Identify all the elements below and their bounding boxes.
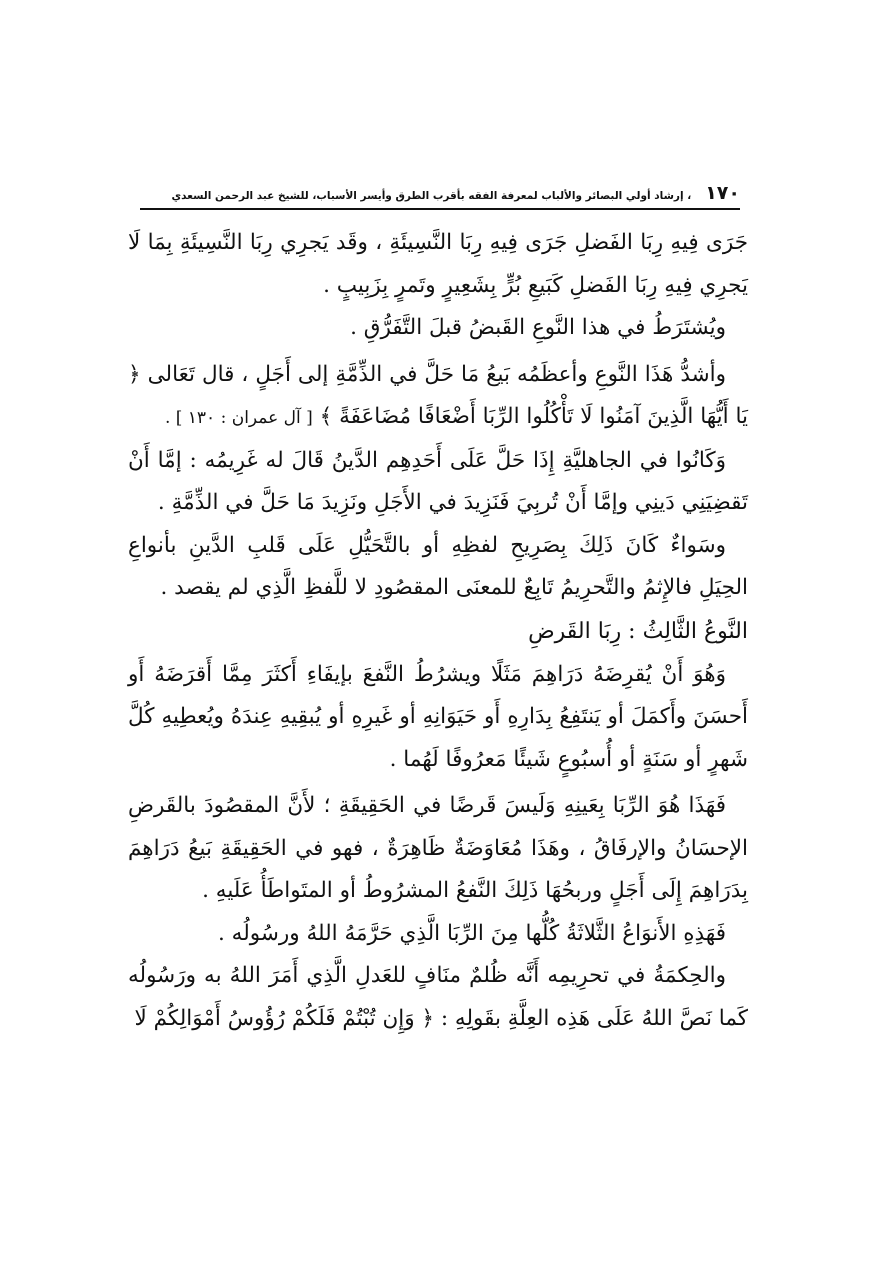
header-divider bbox=[140, 208, 740, 210]
paragraph: ويُشتَرَطُ في هذا النَّوعِ القَبضُ قبلَ التَّفَرُّقِ . bbox=[350, 315, 726, 340]
section-heading: النَّوعُ الثَّالِثُ : رِبَا القَرضِ bbox=[528, 618, 748, 644]
page-number: ١٧٠ bbox=[705, 182, 740, 204]
quran-citation: [ آل عمران : ١٣٠ ] . bbox=[164, 408, 313, 428]
paragraph: جَرَى فِيهِ رِبَا الفَضلِ جَرَى فِيهِ رِبَا النَّسِيئَةِ ، وقَد يَجرِي رِبَا النَّسِيئَةِ بِمَا لَا يَجرِي فِيهِ رِبَا الفَضلِ كَبَيعِ بُرٍّ بِشَعِيرٍ وتَمرٍ بِزَبِيبٍ . bbox=[128, 230, 748, 298]
book-title: ، إرشاد أولي البصائر والألباب لمعرفة الفقه بأقرب الطرق وأيسر الأسباب، للشيخ عبد الرحمن السعدي bbox=[171, 190, 692, 202]
paragraph: فَهَذَا هُوَ الرِّبَا بِعَينِهِ وَلَيسَ قَرضًا في الحَقِيقَةِ ؛ لأَنَّ المقصُودَ بالقَرضِ الإحسَانُ والإرفَاقُ ، وهَذَا مُعَاوَضَةٌ ظَاهِرَةٌ ، فهو في الحَقِيقَةِ بَيعُ دَرَاهِمَ بِدَرَاهِمَ إِلَى أَجَلٍ وربحُهَا ذَلِكَ النَّفعُ المشرُوطُ أو المتَواطَأُ عَلَيهِ . bbox=[128, 793, 748, 903]
paragraph: وَهُوَ أَنْ يُقرِضَهُ دَرَاهِمَ مَثَلًا ويشرُطُ النَّفعَ بإيفَاءِ أَكثَرَ مِمَّا أَقرَضَهُ أَو أَحسَنَ وأَكمَلَ أو يَنتَفِعُ بِدَارِهِ أَو حَيَوَانِهِ أو غَيرِهِ أو يُبقِيهِ عِندَهُ ويُعطِيهِ كُلَّ شَهرٍ أو سَنَةٍ أو أُسبُوعٍ شَيئًا مَعرُوفًا لَهُما . bbox=[128, 661, 748, 772]
running-header bbox=[140, 180, 740, 204]
paragraph: وَكَانُوا في الجاهليَّةِ إِذَا حَلَّ عَلَى أَحَدِهِم الدَّينُ قَالَ له غَرِيمُه : إمَّا أَنْ تَقضِيَنِي دَينِي وإمَّا أَنْ تُربِيَ فَنَزِيدَ في الأَجَلِ ونَزِيدَ مَا حَلَّ في الذِّمَّةِ . bbox=[128, 447, 748, 515]
paragraph bbox=[128, 354, 748, 440]
paragraph: وسَواءٌ كَانَ ذَلِكَ بِصَرِيحِ لفظِهِ أو بالتَّحَيُّلِ عَلَى قَلبِ الدَّينِ بأنواعِ الحِيَلِ فالإِثمُ والتَّحرِيمُ تَابِعٌ للمعنَى المقصُودِ لا للَّفظِ الَّذِي لم يقصد . bbox=[128, 532, 748, 600]
paragraph-text: وأشدُّ هَذَا النَّوعِ وأعظَمُه بَيعُ مَا حَلَّ في الذِّمَّةِ إلى أَجَلٍ ، قال تَعَالى ﴿ يَا أَيُّهَا الَّذِينَ آمَنُوا لَا تَأْكُلُوا الرِّبَا أَضْعَافًا مُضَاعَفَةً ﴾ bbox=[128, 361, 748, 429]
paragraph: فَهَذِهِ الأَنوَاعُ الثَّلاثَةُ كُلُّها مِنَ الرِّبَا الَّذِي حَرَّمَهُ اللهُ ورسُولُه . bbox=[218, 920, 726, 946]
paragraph: والحِكمَةُ في تحرِيمِه أَنَّه ظُلمٌ منَافٍ للعَدلِ الَّذِي أَمَرَ اللهُ به ورَسُولُه كَما نَصَّ اللهُ عَلَى هَذِه العِلَّةِ بقَولِهِ : ﴿ وَإِن تُبْتُمْ فَلَكُمْ رُؤُوسُ أَمْوَالِكُمْ لَا bbox=[128, 963, 748, 1031]
body-text bbox=[128, 222, 748, 1040]
